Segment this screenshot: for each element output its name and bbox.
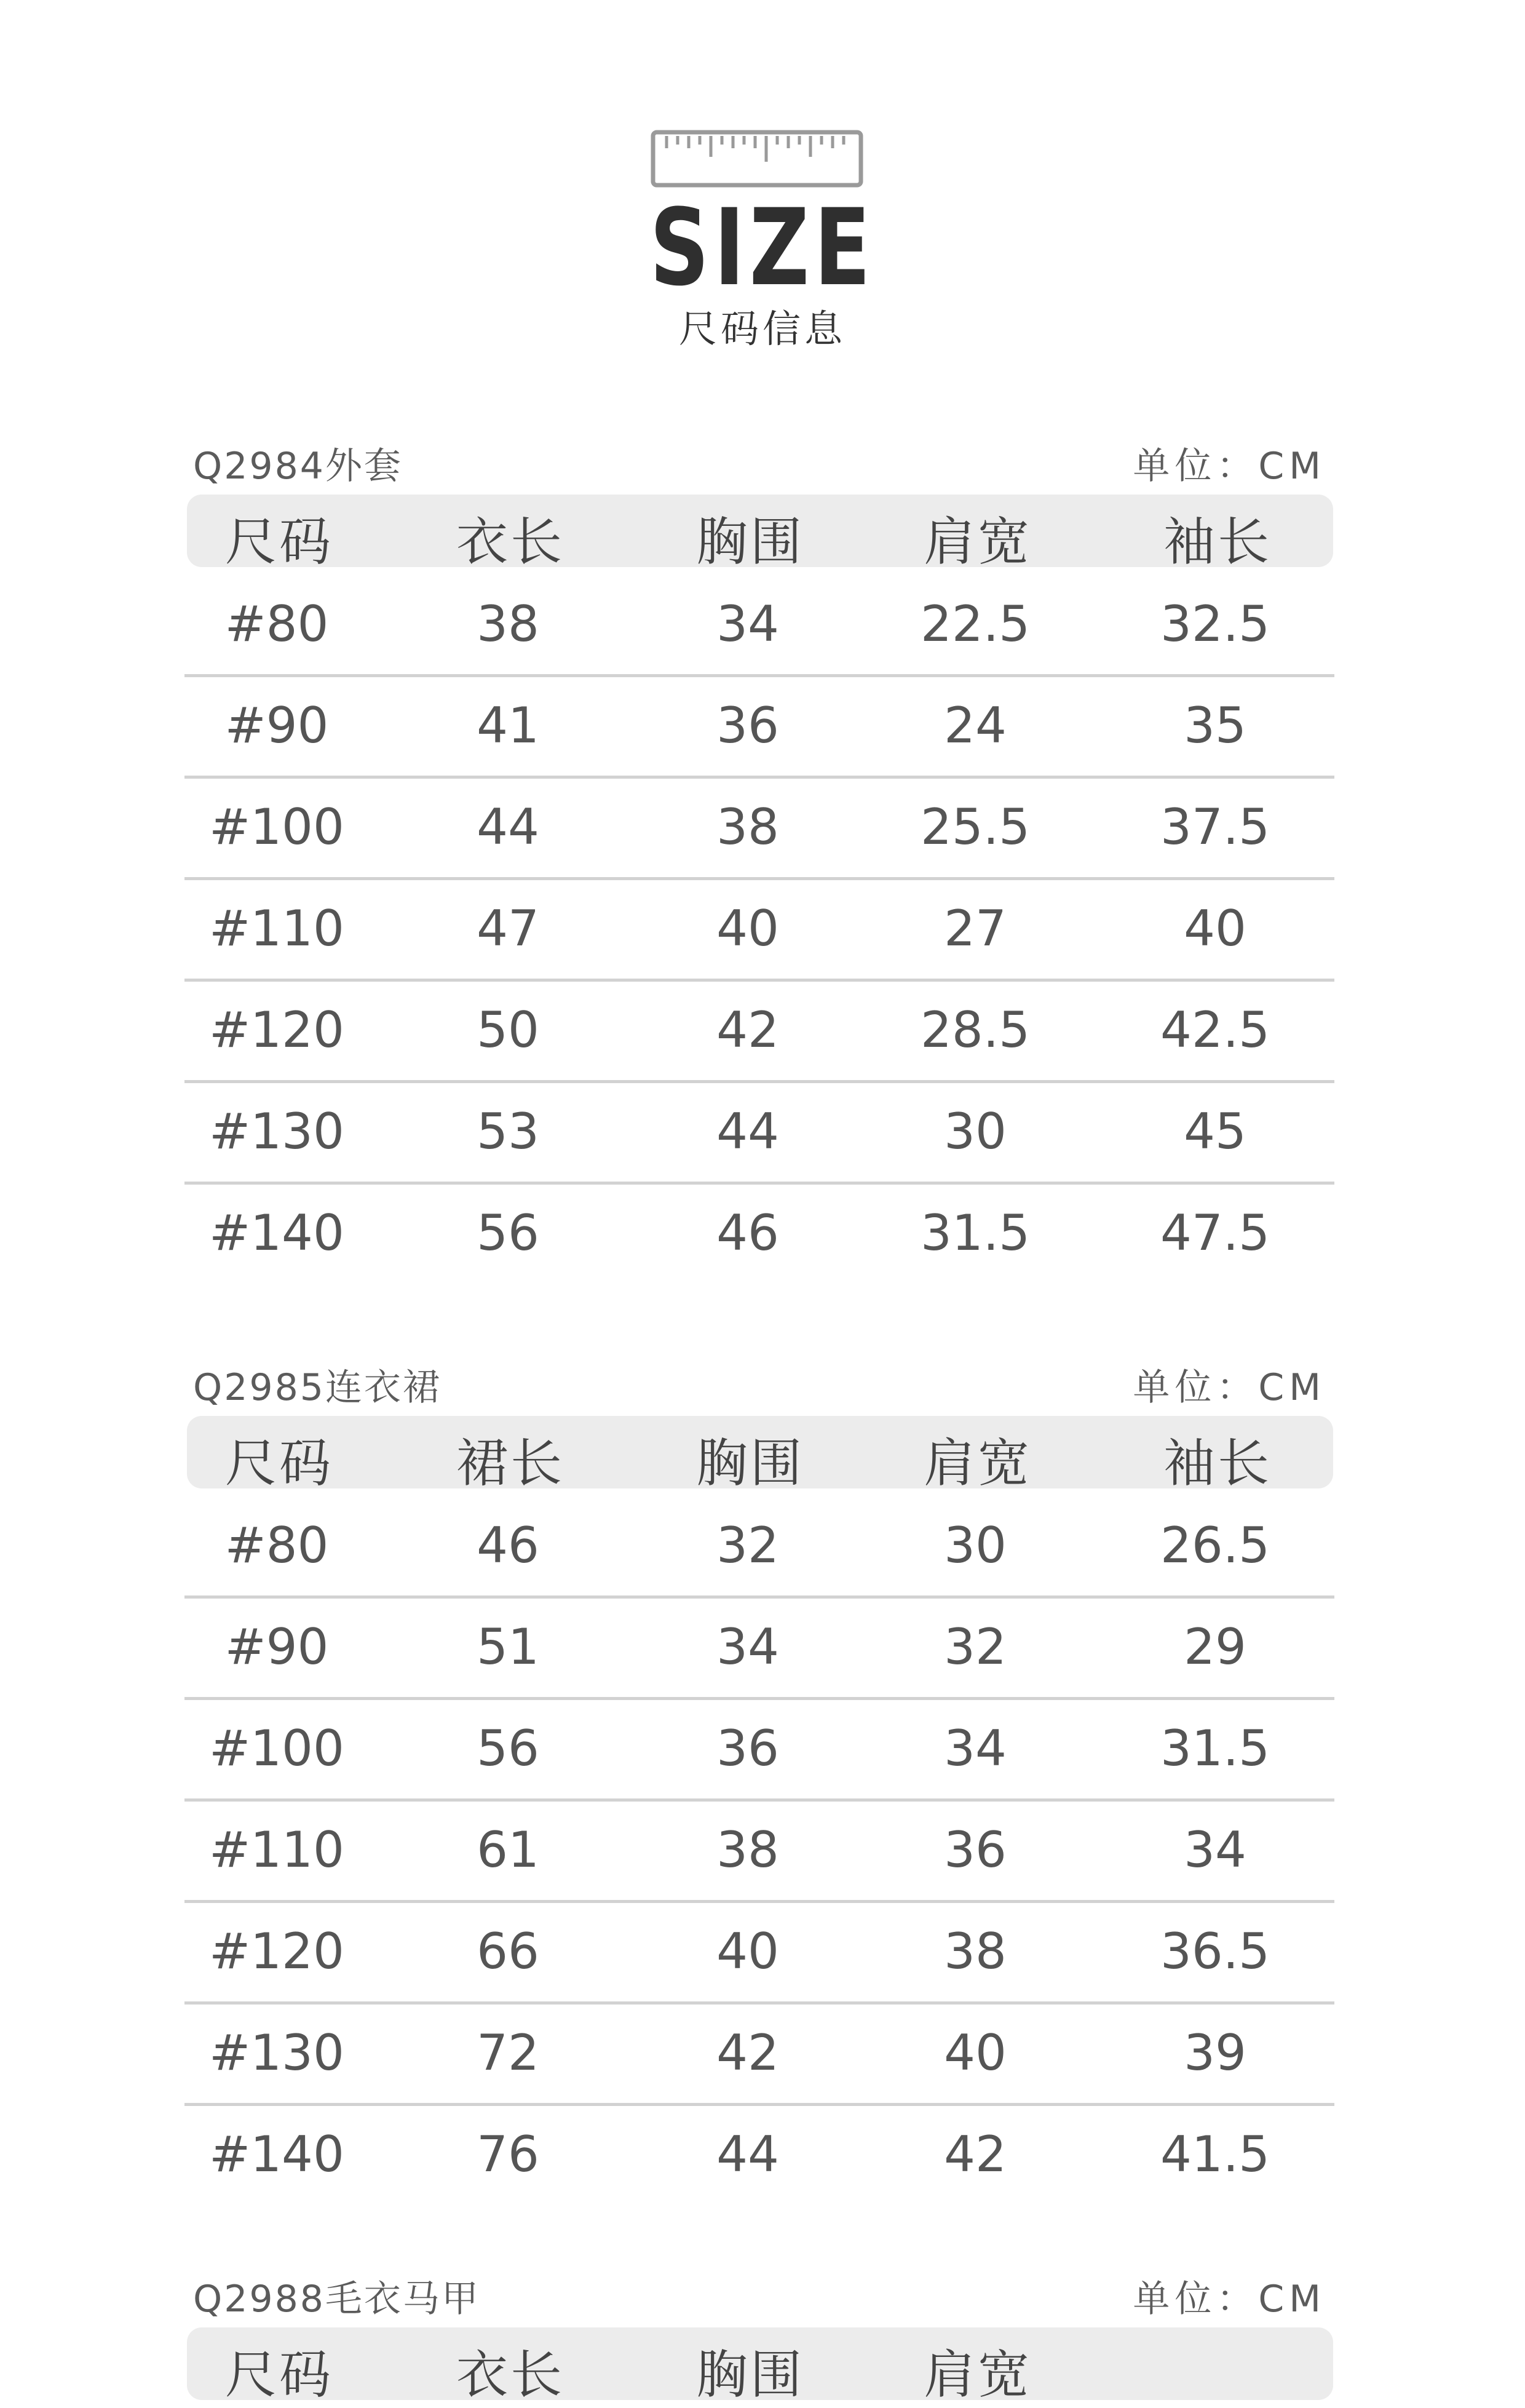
table-row [184,979,1334,1083]
table-row [184,1698,1334,1802]
table-row [184,2104,1334,2204]
column-header-row [187,495,1333,572]
value-cell: 72 [477,2024,539,2081]
column-header: 肩宽 [923,1433,1032,1493]
value-cell: 30 [944,1103,1007,1160]
table-row [184,675,1334,779]
column-header: 裙长 [456,1433,564,1493]
size-cell: #100 [209,798,344,856]
column-header: 胸围 [695,2345,804,2405]
unit-label: 单位：CM [1133,445,1326,488]
column-header: 肩宽 [923,2345,1032,2405]
value-cell: 66 [477,1923,539,1980]
table-row [184,878,1334,982]
table-title-bar [184,1352,1334,1407]
value-cell: 40 [716,900,779,957]
value-cell: 76 [477,2126,539,2183]
size-cell: #140 [209,2126,344,2183]
size-cell: #90 [224,1618,329,1675]
value-cell: 40 [716,1923,779,1980]
table-row [184,1495,1334,1599]
value-cell: 32.5 [1160,595,1270,653]
column-header-row [187,1416,1333,1493]
value-cell: 34 [716,1618,779,1675]
value-cell: 53 [477,1103,539,1160]
table-row [184,776,1334,880]
value-cell: 24 [944,697,1007,754]
size-cell: #110 [209,900,344,957]
value-cell: 36 [944,1821,1007,1878]
unit-label: 单位：CM [1133,2278,1326,2321]
table-row [184,1596,1334,1700]
column-header: 尺码 [224,1433,333,1493]
column-header: 胸围 [695,1433,804,1493]
value-cell: 38 [477,595,539,653]
value-cell: 31.5 [1160,1720,1270,1777]
value-cell: 34 [1184,1821,1246,1878]
value-cell: 41 [477,697,539,754]
column-header: 胸围 [695,512,804,572]
product-title: Q2988毛衣马甲 [193,2278,480,2321]
column-header: 衣长 [456,512,564,572]
value-cell: 37.5 [1160,798,1270,856]
table-row [184,1799,1334,1903]
size-cell: #120 [209,1001,344,1059]
value-cell: 40 [944,2024,1007,2081]
value-cell: 46 [477,1517,539,1574]
value-cell: 42.5 [1160,1001,1270,1059]
size-cell: #110 [209,1821,344,1878]
size-info-subtitle: 尺码信息 [678,306,846,351]
value-cell: 28.5 [920,1001,1031,1059]
value-cell: 36 [716,1720,779,1777]
value-cell: 41.5 [1160,2126,1270,2183]
value-cell: 25.5 [920,798,1031,856]
value-cell: 30 [944,1517,1007,1574]
column-header: 袖长 [1163,512,1272,572]
column-header: 衣长 [456,2345,564,2405]
size-cell: #80 [224,1517,329,1574]
value-cell: 31.5 [920,1204,1031,1262]
value-cell: 45 [1184,1103,1246,1160]
size-cell: #140 [209,1204,344,1262]
table-row [184,1081,1334,1185]
value-cell: 26.5 [1160,1517,1270,1574]
unit-label: 单位：CM [1133,1366,1326,1409]
column-header: 尺码 [224,512,333,572]
value-cell: 32 [716,1517,779,1574]
value-cell: 44 [716,2126,779,2183]
size-cell: #130 [209,1103,344,1160]
value-cell: 42 [944,2126,1007,2183]
column-header-row [187,2327,1333,2405]
ruler-icon [651,130,863,188]
value-cell: 29 [1184,1618,1246,1675]
size-cell: #120 [209,1923,344,1980]
product-title: Q2985连衣裙 [193,1366,442,1409]
table-title-bar [184,431,1334,486]
size-cell: #130 [209,2024,344,2081]
value-cell: 61 [477,1821,539,1878]
value-cell: 46 [716,1204,779,1262]
value-cell: 22.5 [920,595,1031,653]
value-cell: 56 [477,1720,539,1777]
value-cell: 36.5 [1160,1923,1270,1980]
value-cell: 44 [477,798,539,856]
size-cell: #90 [224,697,329,754]
value-cell: 36 [716,697,779,754]
value-cell: 35 [1184,697,1246,754]
table-row [184,2002,1334,2106]
value-cell: 34 [944,1720,1007,1777]
value-cell: 38 [944,1923,1007,1980]
value-cell: 47 [477,900,539,957]
table-row [184,1901,1334,2005]
value-cell: 47.5 [1160,1204,1270,1262]
value-cell: 42 [716,2024,779,2081]
value-cell: 56 [477,1204,539,1262]
value-cell: 27 [944,900,1007,957]
value-cell: 40 [1184,900,1246,957]
value-cell: 42 [716,1001,779,1059]
value-cell: 34 [716,595,779,653]
value-cell: 51 [477,1618,539,1675]
value-cell: 38 [716,1821,779,1878]
size-cell: #100 [209,1720,344,1777]
column-header: 肩宽 [923,512,1032,572]
table-row [184,573,1334,677]
size-header [0,0,1525,369]
value-cell: 44 [716,1103,779,1160]
table-title-bar [184,2263,1334,2319]
value-cell: 50 [477,1001,539,1059]
product-title: Q2984外套 [193,445,403,488]
value-cell: 39 [1184,2024,1246,2081]
column-header: 尺码 [224,2345,333,2405]
value-cell: 38 [716,798,779,856]
column-header: 袖长 [1163,1433,1272,1493]
value-cell: 32 [944,1618,1007,1675]
size-heading: SIZE [649,186,876,309]
table-row [184,1182,1334,1283]
size-cell: #80 [224,595,329,653]
